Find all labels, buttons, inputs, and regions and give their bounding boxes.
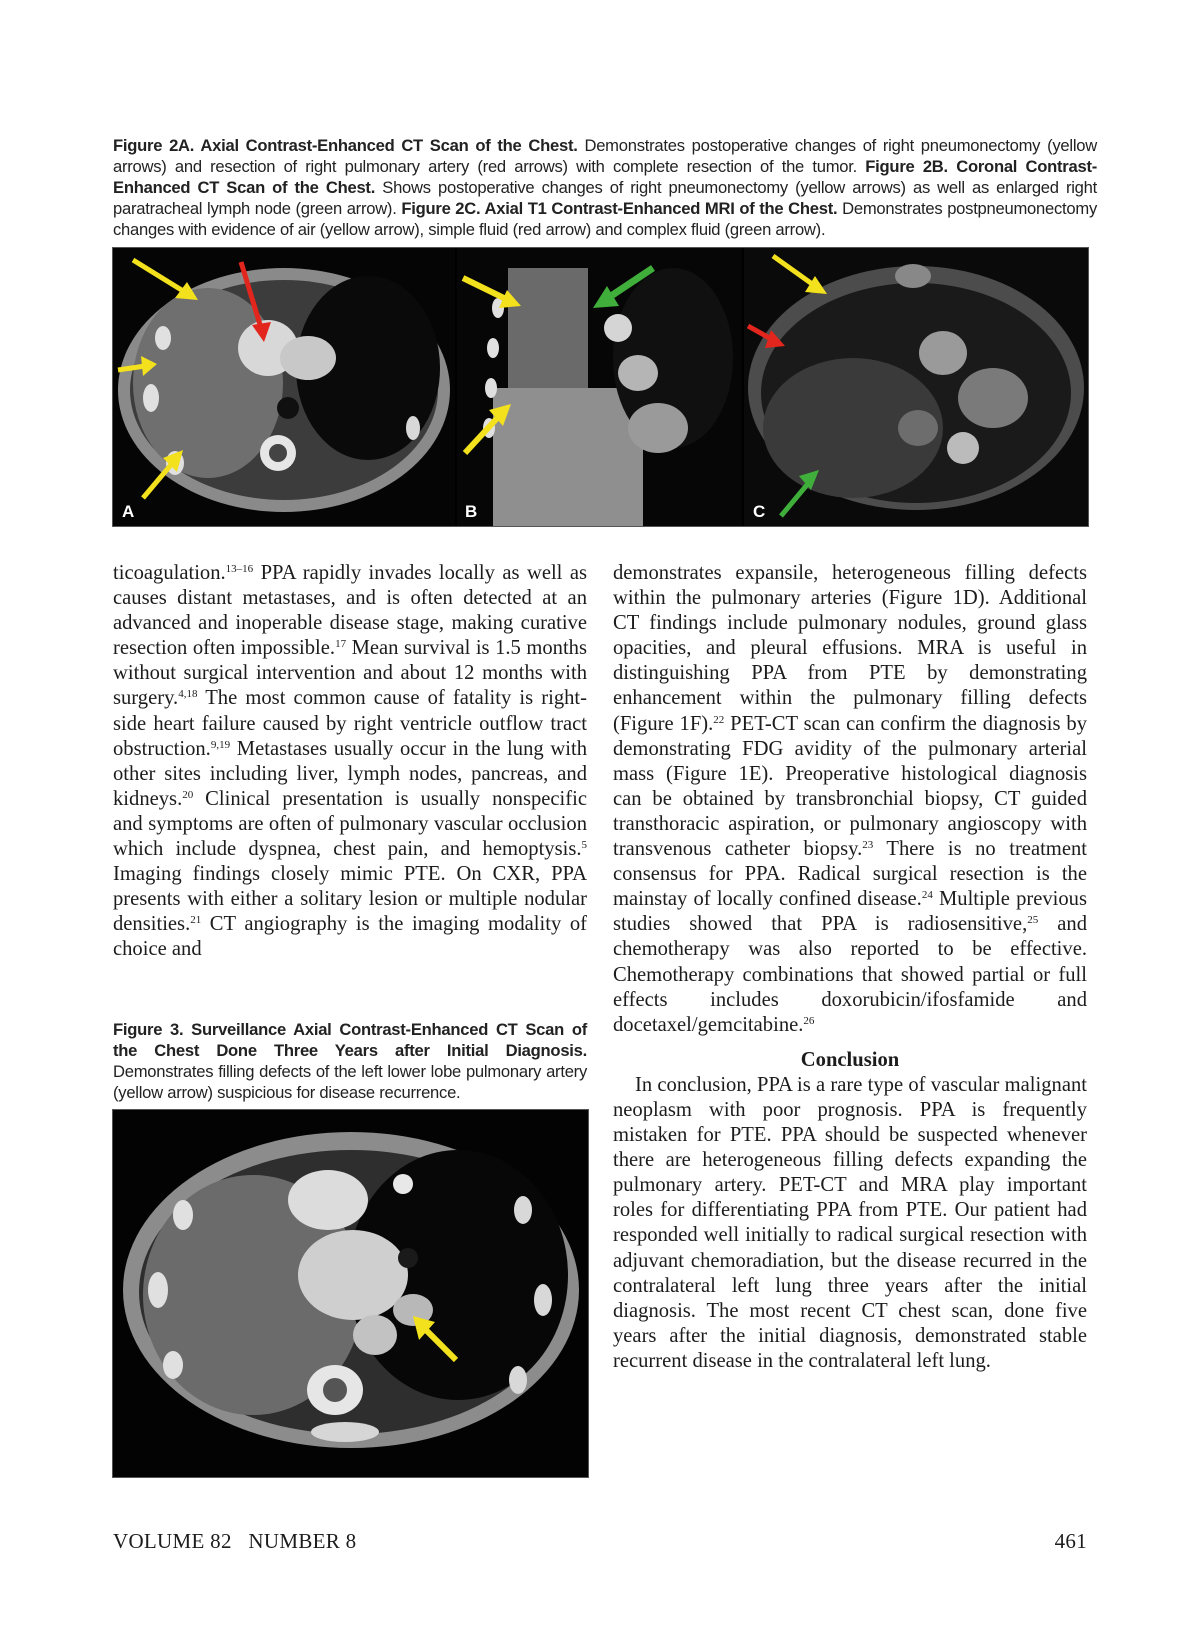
fig2c-title: Figure 2C. Axial T1 Contrast-Enhanced MRI of the Chest. (401, 199, 838, 218)
fig3-title: Figure 3. Surveillance Axial Contrast-Enhanced CT Scan of the Chest Done Three Years after Initial Diagnosis. (113, 1020, 587, 1060)
panel-label-b: B (465, 502, 478, 521)
panel-a-ct-axial (113, 248, 455, 526)
left-column-text (113, 561, 587, 963)
fig2b-title: Figure 2B. Coronal Contrast-Enhanced CT Scan of the Chest. (113, 157, 1097, 197)
panel-c-mri-axial (744, 248, 1088, 526)
right-paragraph: demonstrates expansile, heterogeneous filling defects within the pulmonary arteries (Figure 1D). Additional CT findings include pulmonary nodules, ground glass opacities, and pleural effusions. MRA is useful in distinguishing PPA from PTE by demonstrating enhancement within the pulmonary filling defects (Figure 1F).$^{22}$ PET-CT scan can confirm the diagnosis by demonstrating FDG avidity of the pulmonary arterial mass (Figure 1E). Preoperative histological diagnosis can be obtained by transbronchial biopsy, CT guided transthoracic aspiration, or pulmonary angioscopy with transvenous catheter biopsy.$^{23}$ There is no treatment consensus for PPA. Radical surgical resection is the mainstay of locally confined disease.$^{24}$ Multiple previous studies showed that PPA is radiosensitive,$^{25}$ and chemotherapy was also reported to be effective. Chemotherapy combinations that showed partial or full effects includes doxorubicin/ifosfamide and docetaxel/gemcitabine.$^{26}$ (613, 562, 1087, 1036)
panel-label-a: A (122, 502, 135, 521)
footer-page-number: 461 (1054, 1529, 1087, 1553)
figure-2-image-strip (112, 247, 1089, 527)
figure-3-caption (113, 1019, 587, 1103)
right-column-text (613, 561, 1087, 1374)
fig2a-title: Figure 2A. Axial Contrast-Enhanced CT Scan of the Chest. (113, 136, 578, 155)
panel-label-c: C (753, 502, 766, 521)
left-paragraph: ticoagulation.$^{13-16}$ PPA rapidly invades locally as well as causes distant metastases, and is often detected at an advanced and inoperable disease stage, making curative resection often impossible.$^{17}$ Mean survival is 1.5 months without surgical intervention and about 12 months with surgery.$^{4,18}$ The most common cause of fatality is right-side heart failure caused by right ventricle outflow tract obstruction.$^{9,19}$ Metastases usually occur in the lung with other sites including liver, lymph nodes, pancreas, and kidneys.$^{20}$ Clinical presentation is usually nonspecific and symptoms are often of pulmonary vascular occlusion which include dyspnea, chest pain, and hemoptysis.$^5$ Imaging findings closely mimic PTE. On CXR, PPA presents with either a solitary lesion or multiple nodular densities.$^{21}$ CT angiography is the imaging modality of choice and (113, 562, 587, 961)
fig2a-text: Demonstrates postoperative changes of right pneumonectomy (yellow arrows) and resection of right pulmonary artery (red arrows) with complete resection of the tumor. (113, 136, 1097, 176)
ct-axial-surveillance (113, 1110, 588, 1477)
footer-volume: VOLUME 82 NUMBER 8 (113, 1529, 357, 1553)
panel-b-ct-coronal (457, 248, 742, 526)
figure-3-image (112, 1109, 589, 1478)
figure-2-caption (113, 135, 1097, 240)
conclusion-paragraph: In conclusion, PPA is a rare type of vascular malignant neoplasm with poor prognosis. PPA is frequently mistaken for PTE. PPA should be suspected whenever there are heterogeneous filling defects expanding the pulmonary artery. PET-CT and MRA play important roles for differentiating PPA from PTE. Our patient had responded well initially to radical surgical resection with adjuvant chemoradiation, but the disease recurred in the contralateral left lung three years after the initial diagnosis. The most recent CT chest scan, done five years after the initial diagnosis, demonstrated stable recurrent disease in the contralateral left lung. (613, 1073, 1087, 1372)
fig2c-text: Demonstrates postpneumonectomy changes with evidence of air (yellow arrow), simple fluid (red arrow) and complex fluid (green arrow). (113, 199, 1097, 239)
fig3-text: Demonstrates filling defects of the left lower lobe pulmonary artery (yellow arrow) suspicious for disease recurrence. (113, 1062, 587, 1102)
conclusion-heading: Conclusion (800, 1048, 900, 1071)
fig2b-text: Shows postoperative changes of right pneumonectomy (yellow arrows) as well as enlarged right paratracheal lymph node (green arrow). (113, 178, 1097, 218)
